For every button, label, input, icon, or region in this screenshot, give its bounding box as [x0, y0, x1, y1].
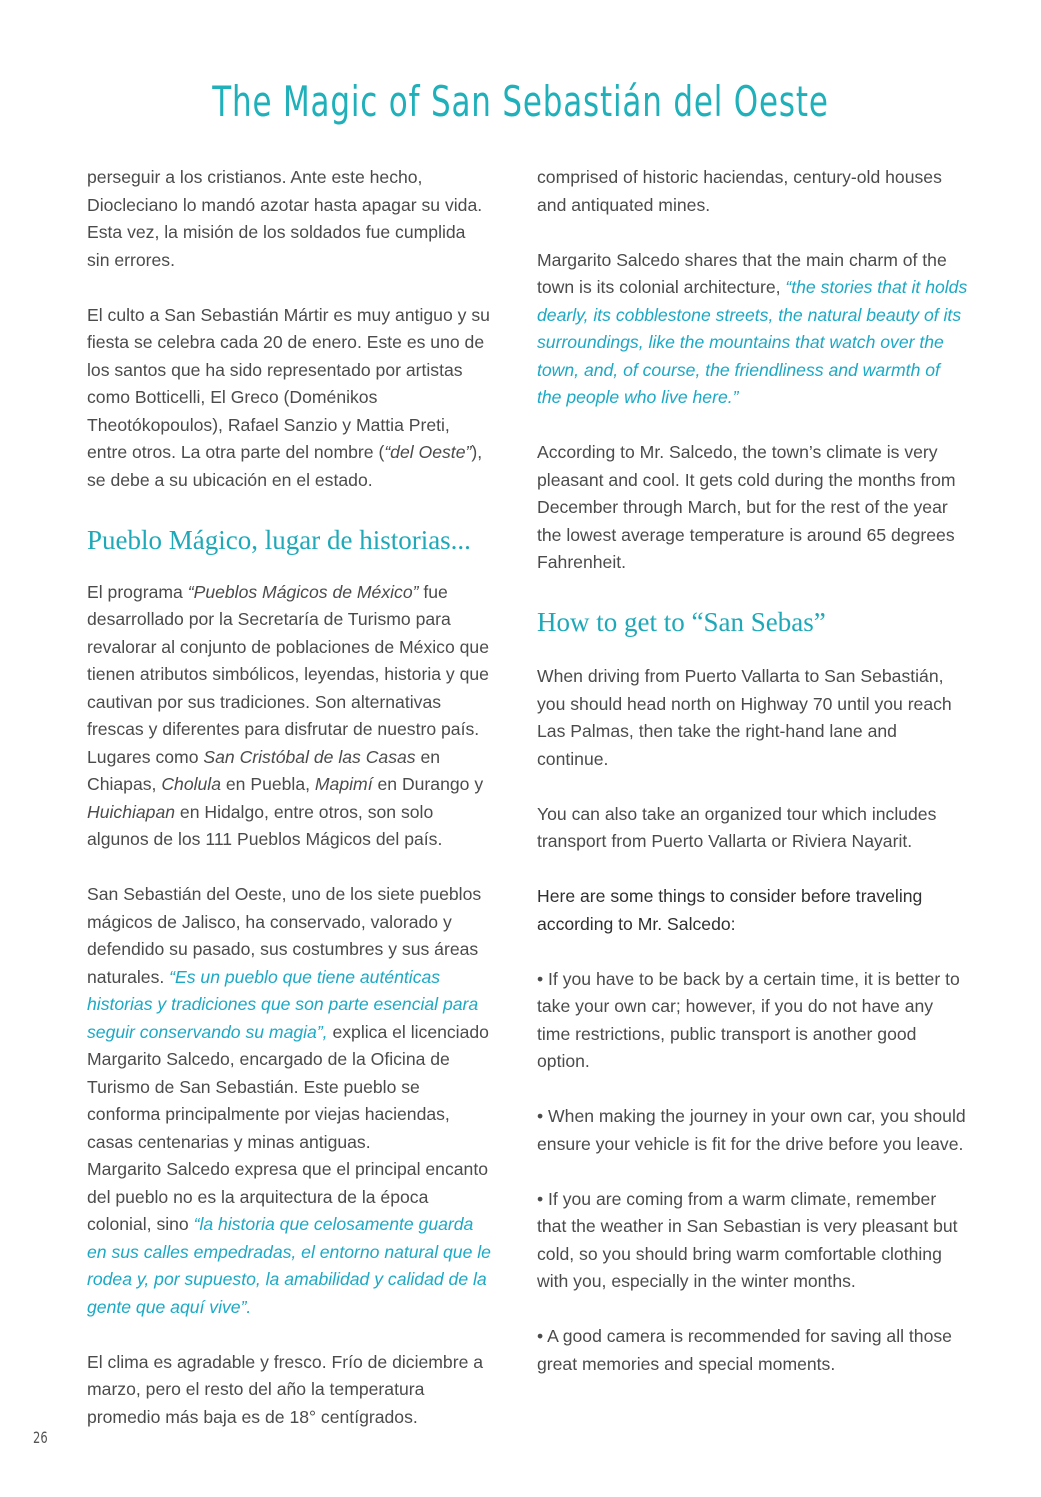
paragraph: [537, 247, 969, 412]
paragraph: Here are some things to consider before traveling according to Mr. Salcedo:: [537, 886, 923, 934]
text: Margarito Salcedo expresa que el principal encanto del pueblo no es la arquitectura de la época colonial, sino: [87, 1159, 488, 1234]
quote: “Es un pueblo que tiene auténticas historias y tradiciones que son parte esencial para seguir conservando su magia”,: [87, 966, 479, 1042]
bullet-item: • If you have to be back by a certain time, it is better to take your own car; however, if you do not have any time restrictions, public transport is another good option.: [537, 968, 960, 1071]
right-column: [537, 164, 969, 1406]
section-heading: Pueblo Mágico, lugar de historias...: [87, 524, 471, 555]
italic-text: Huichiapan: [87, 801, 176, 822]
italic-text: “del Oeste”: [384, 442, 472, 462]
page-number: 26: [33, 1428, 48, 1447]
text: en Puebla,: [221, 774, 315, 794]
paragraph: El clima es agradable y fresco. Frío de diciembre a marzo, pero el resto del año la temperatura promedio más baja es de 18° centígrados.: [87, 1351, 484, 1427]
text: explica el licenciado Margarito Salcedo, encargado de la Oficina de Turismo de San Sebastián. Este pueblo se conforma principalmente por viejas haciendas, casas centenarias y minas antiguas.: [87, 1021, 489, 1152]
text: El programa: [87, 581, 188, 602]
bullet-item: • A good camera is recommended for saving all those great memories and special moments.: [537, 1326, 952, 1374]
section-heading: How to get to “San Sebas”: [537, 607, 826, 637]
bullet-item: • When making the journey in your own car, you should ensure your vehicle is fit for the drive before you leave.: [537, 1106, 966, 1154]
paragraph: perseguir a los cristianos. Ante este hecho, Diocleciano lo mandó azotar hasta apagar su vida. Esta vez, la misión de los soldados fue cumplida sin errores.: [87, 167, 483, 270]
quote: “the stories that it holds dearly, its cobblestone streets, the natural beauty of its surroundings, like the mountains that watch over the town, and, of course, the friendliness and warmth of the people who live here.”: [537, 277, 968, 407]
paragraph: [87, 881, 492, 1156]
quote: “la historia que celosamente guarda en sus calles empedradas, el entorno natural que le rodea y, por supuesto, la amabilidad y calidad de la gente que aquí vive”.: [87, 1214, 491, 1317]
paragraph: [87, 579, 492, 854]
text: ), se debe a su ubicación en el estado.: [87, 442, 483, 490]
text: en Durango y: [372, 774, 484, 794]
italic-text: Cholula: [161, 774, 221, 794]
paragraph: You can also take an organized tour which includes transport from Puerto Vallarta or Riviera Nayarit.: [537, 803, 937, 851]
paragraph: [87, 1156, 492, 1321]
left-column: [87, 164, 492, 1459]
paragraph: According to Mr. Salcedo, the town’s climate is very pleasant and cool. It gets cold during the months from December through March, but for the rest of the year the lowest average temperature is around 65 degrees Fahrenheit.: [537, 442, 956, 572]
page-title: The Magic of San Sebastián del Oeste: [212, 77, 829, 126]
text: en Chiapas,: [87, 746, 441, 794]
italic-text: “Pueblos Mágicos de México”: [187, 581, 419, 602]
text: San Sebastián del Oeste, uno de los siete pueblos mágicos de Jalisco, ha conservado, valorado y defendido su pasado, sus costumbres y sus áreas naturales.: [87, 884, 482, 987]
text: fue desarrollado por la Secretaría de Turismo para revalorar al conjunto de poblaciones de México que tienen atributos simbólicos, leyendas, historia y que cautivan por sus tradiciones. Son alternativas frescas y diferentes para disfrutar de nuestro país. Lugares como: [87, 581, 489, 767]
text: Margarito Salcedo shares that the main charm of the town is its colonial architecture,: [537, 249, 947, 297]
italic-text: Mapimí: [314, 774, 373, 794]
paragraph: [87, 302, 492, 495]
paragraph: When driving from Puerto Vallarta to San Sebastián, you should head north on Highway 70 until you reach Las Palmas, then take the right-hand lane and continue.: [537, 666, 952, 769]
bullet-item: • If you are coming from a warm climate, remember that the weather in San Sebastian is very pleasant but cold, so you should bring warm comfortable clothing with you, especially in the winter months.: [537, 1188, 958, 1291]
text: El culto a San Sebastián Mártir es muy antiguo y su fiesta se celebra cada 20 de enero. Este es uno de los santos que ha sido representado por artistas como Botticelli, El Greco (Doménikos Theotókopoulos), Rafael Sanzio y Mattia Preti, entre otros. La otra parte del nombre (: [87, 304, 490, 462]
text: en Hidalgo, entre otros, son solo algunos de los 111 Pueblos Mágicos del país.: [87, 801, 443, 849]
italic-text: San Cristóbal de las Casas: [203, 746, 416, 767]
paragraph: comprised of historic haciendas, century-old houses and antiquated mines.: [537, 167, 942, 215]
